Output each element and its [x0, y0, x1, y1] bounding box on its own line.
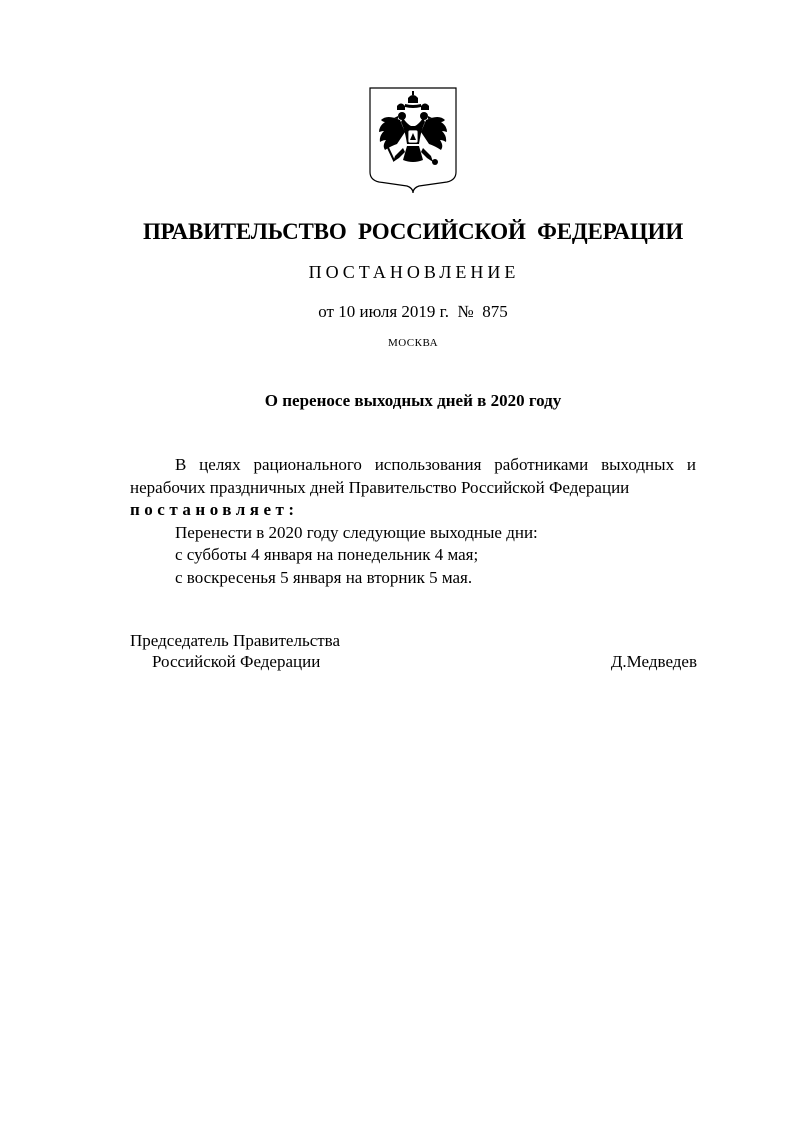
body-line: с воскресенья 5 января на вторник 5 мая. [175, 567, 473, 587]
signatory-name: Д.Медведев [610, 652, 697, 671]
signatory-role-line-1: Председатель Правительства [130, 631, 341, 650]
document-date-number: от 10 июля 2019 г. № 875 [318, 302, 508, 321]
resolves-word: постановляет: [130, 500, 299, 519]
body-line: Перенести в 2020 году следующие выходные дни: [175, 522, 538, 542]
document-city: МОСКВА [387, 337, 439, 349]
body-line: с субботы 4 января на понедельник 4 мая; [175, 545, 479, 564]
document-type: ПОСТАНОВЛЕНИЕ [308, 262, 520, 282]
document-body [130, 454, 696, 589]
signatory-role-line-2: Российской Федерации [152, 652, 321, 671]
intro-paragraph: В целях рационального использования работниками выходных и нерабочих праздничных дней Правительство Российской Федерации [130, 455, 696, 497]
document-subject: О переносе выходных дней в 2020 году [264, 391, 562, 410]
russian-coat-of-arms-icon [367, 86, 459, 194]
government-title: ПРАВИТЕЛЬСТВО РОССИЙСКОЙ ФЕДЕРАЦИИ [142, 219, 684, 244]
